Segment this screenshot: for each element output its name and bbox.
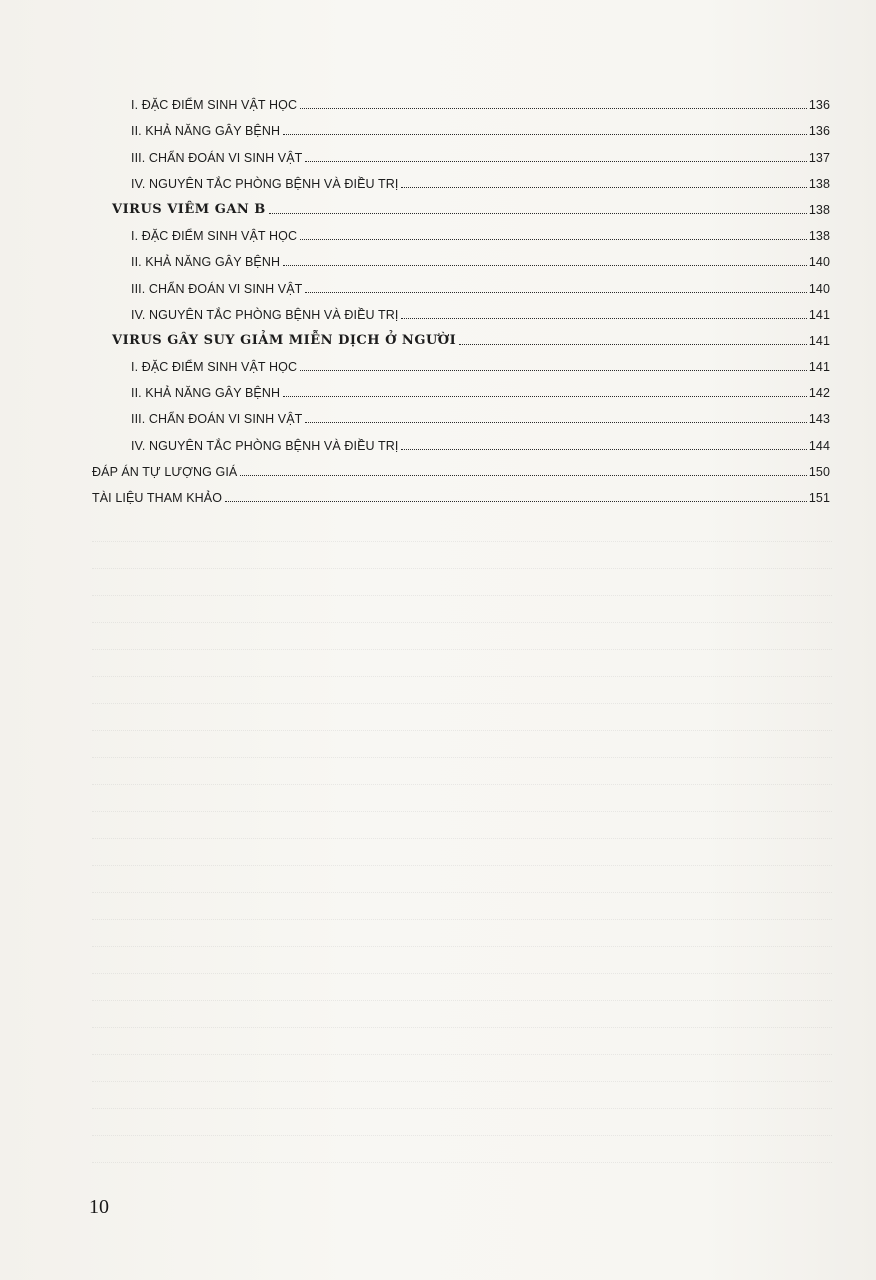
toc-entry-page: 142 (808, 386, 830, 401)
toc-entry-label: II. KHẢ NĂNG GÂY BỆNH (131, 255, 281, 270)
toc-entry[interactable] (92, 165, 830, 191)
dot-leader (401, 318, 806, 319)
toc-entry-label: II. KHẢ NĂNG GÂY BỆNH (131, 386, 281, 401)
toc-chapter-label: VIRUS GÂY SUY GIẢM MIỄN DỊCH Ở NGƯỜI (112, 332, 457, 348)
dot-leader (305, 161, 806, 162)
toc-entry-page: 138 (808, 202, 830, 217)
toc-entry-page: 141 (808, 307, 830, 322)
toc-entry[interactable] (92, 269, 830, 295)
toc-entry-label: I. ĐẶC ĐIỂM SINH VẬT HỌC (131, 98, 298, 113)
toc-section-entry[interactable] (92, 479, 830, 505)
dot-leader (300, 370, 807, 371)
toc-entry[interactable] (92, 426, 830, 452)
toc-entry[interactable] (92, 86, 830, 112)
toc-entry-label: I. ĐẶC ĐIỂM SINH VẬT HỌC (131, 229, 298, 244)
toc-entry-page: 138 (808, 176, 830, 191)
dot-leader (269, 213, 807, 214)
dot-leader (300, 239, 807, 240)
toc-entry[interactable] (92, 400, 830, 426)
dot-leader (459, 344, 807, 345)
toc-entry[interactable] (92, 243, 830, 269)
dot-leader (401, 449, 806, 450)
dot-leader (305, 422, 806, 423)
dot-leader (283, 265, 807, 266)
toc-section-label: ĐÁP ÁN TỰ LƯỢNG GIÁ (92, 464, 238, 479)
toc-entry-page: 136 (808, 124, 830, 139)
dot-leader (283, 396, 807, 397)
toc-entry[interactable] (92, 138, 830, 164)
dot-leader (225, 501, 807, 502)
dot-leader (300, 108, 807, 109)
toc-entry-page: 150 (808, 464, 830, 479)
toc-entry[interactable] (92, 217, 830, 243)
toc-entry-label: III. CHẨN ĐOÁN VI SINH VẬT (131, 150, 303, 165)
toc-entry-page: 137 (808, 150, 830, 165)
dot-leader (240, 475, 806, 476)
toc-section-entry[interactable] (92, 453, 830, 479)
toc-entry[interactable] (92, 374, 830, 400)
toc-entry-label: III. CHẨN ĐOÁN VI SINH VẬT (131, 281, 303, 296)
toc-entry-label: IV. NGUYÊN TẮC PHÒNG BỆNH VÀ ĐIỀU TRỊ (131, 307, 399, 322)
toc-entry-label: IV. NGUYÊN TẮC PHÒNG BỆNH VÀ ĐIỀU TRỊ (131, 438, 399, 453)
toc-entry-page: 140 (808, 281, 830, 296)
toc-chapter-entry[interactable] (92, 191, 830, 217)
dot-leader (283, 134, 807, 135)
toc-entry-page: 144 (808, 438, 830, 453)
toc-entry-label: II. KHẢ NĂNG GÂY BỆNH (131, 124, 281, 139)
toc-entry[interactable] (92, 112, 830, 138)
toc-entry-page: 140 (808, 255, 830, 270)
toc-entry-page: 141 (808, 360, 830, 375)
toc-entry-label: I. ĐẶC ĐIỂM SINH VẬT HỌC (131, 360, 298, 375)
toc-entry[interactable] (92, 348, 830, 374)
toc-entry-label: IV. NGUYÊN TẮC PHÒNG BỆNH VÀ ĐIỀU TRỊ (131, 176, 399, 191)
toc-chapter-entry[interactable] (92, 322, 830, 348)
bleed-through-shadow (92, 515, 832, 1165)
toc-entry-page: 138 (808, 229, 830, 244)
toc-entry-page: 136 (808, 98, 830, 113)
table-of-contents (92, 86, 830, 505)
toc-chapter-label: VIRUS VIÊM GAN B (112, 201, 266, 217)
page-number: 10 (89, 1196, 109, 1218)
toc-entry[interactable] (92, 296, 830, 322)
toc-entry-page: 143 (808, 412, 830, 427)
toc-entry-page: 141 (808, 333, 830, 348)
toc-entry-page: 151 (808, 491, 830, 505)
toc-section-label: TÀI LIỆU THAM KHẢO (92, 491, 223, 505)
dot-leader (401, 187, 806, 188)
toc-entry-label: III. CHẨN ĐOÁN VI SINH VẬT (131, 412, 303, 427)
dot-leader (305, 292, 806, 293)
